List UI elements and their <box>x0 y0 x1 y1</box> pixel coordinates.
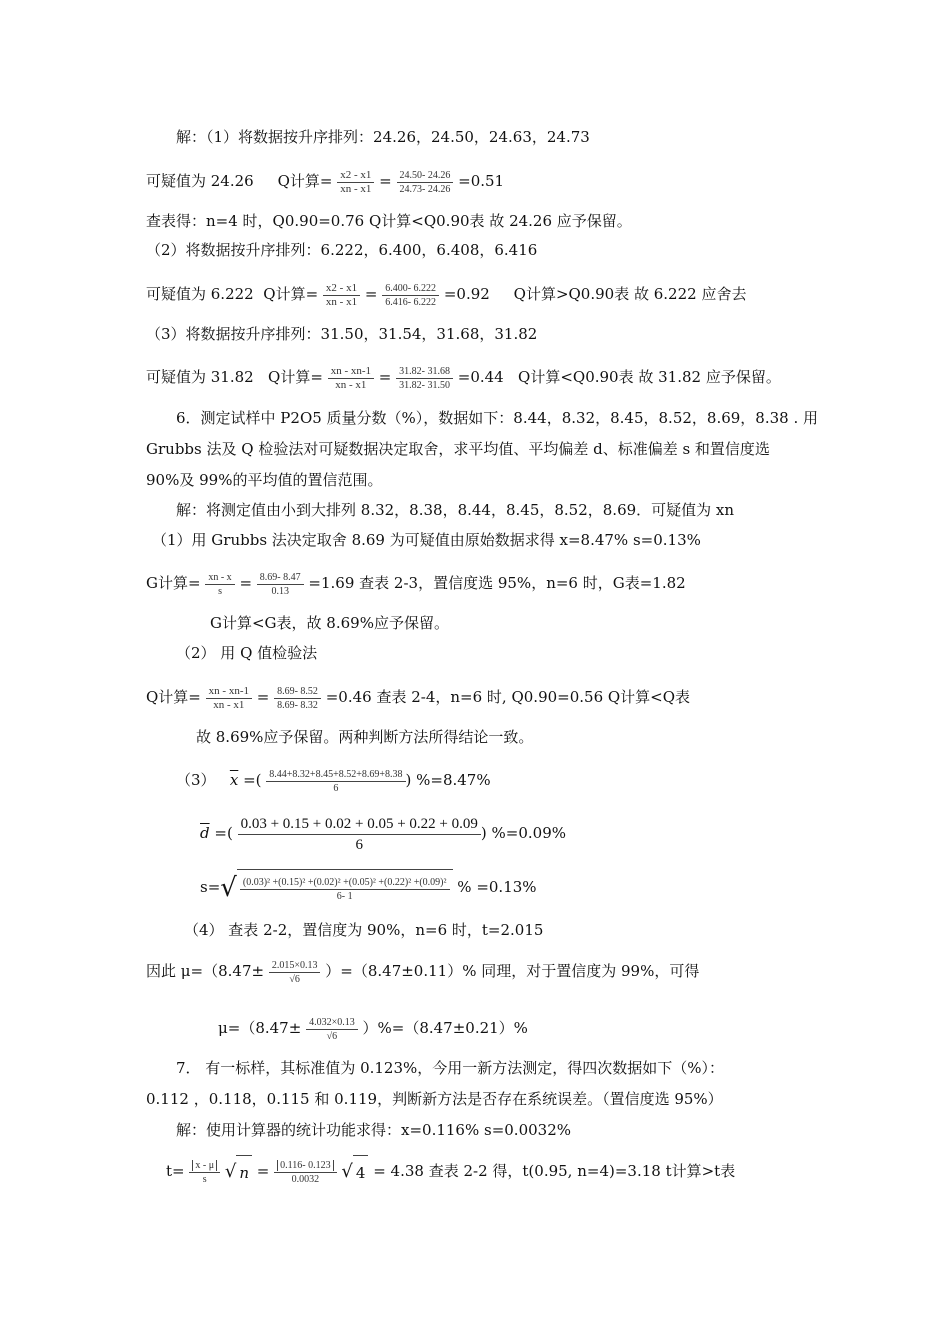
text-line: 解：（1）将数据按升序排列：24.26，24.50，24.63，24.73 <box>176 128 590 146</box>
result: =0.92 <box>443 285 490 303</box>
formula-line <box>146 955 699 987</box>
sqrt-icon: √ <box>224 1161 237 1182</box>
formula-line: t= $\frac{x - \mu}{s}$ √ n = $\frac{0.116- 0.123}{0.0032}$ √ 4 = 4.38 查表 2-2 得，t(0.95, n=4)=3.18 t计算>t表 <box>166 1154 735 1188</box>
text: Q计算>Q0.90表 故 6.222 应舍去 <box>513 285 747 303</box>
fraction: $\frac{x - \mu}{s}$ <box>189 1159 220 1186</box>
fraction: $\frac{xn - x}{s}$ <box>205 571 234 598</box>
text-line: 查表得：n=4 时，Q0.90=0.76 Q计算<Q0.90表 故 24.26 应予保留。 <box>146 212 632 230</box>
sqrt-icon: √ <box>220 873 237 903</box>
result: =0.46 查表 2-4，n=6 时, Q0.90=0.56 Q计算<Q表 <box>325 688 691 706</box>
text-line: 90%及 99%的平均值的置信范围。 <box>146 471 383 489</box>
fraction: $\frac{8.69- 8.52}{8.69- 8.32}$ <box>274 685 321 712</box>
text: 可疑值为 31.82 <box>146 368 254 386</box>
fraction: $\frac{\text{(0.03)² +(0.15)² +(0.02)² +(0.05)² +(0.22)² +(0.09)²}}{6- 1}$ <box>240 876 450 903</box>
s-label: s= <box>200 878 221 896</box>
formula-line: $\overline{d}$ =( $\frac{0.03 + 0.15 + 0.02 + 0.05 + 0.22 + 0.09}{6}$ ) %=0.09% <box>200 815 566 853</box>
result: %=0.09% <box>491 824 566 842</box>
fraction: $\frac{0.03 + 0.15 + 0.02 + 0.05 + 0.22 + 0.09}{6}$ <box>238 814 481 855</box>
fraction: $\frac{x2 - x1}{xn - x1}$ <box>323 282 360 309</box>
fraction: $\frac{24.50- 24.26}{24.73- 24.26}$ <box>397 169 454 196</box>
q-label: Q计算= <box>263 285 319 303</box>
text: 可疑值为 24.26 <box>146 172 254 190</box>
fraction: $\frac{x2 - x1}{xn - x1}$ <box>337 169 374 196</box>
sqrt-icon: √ <box>341 1161 353 1182</box>
formula-line: 可疑值为 24.26 Q计算= $\frac{x2 - x1}{xn - x1}$ = $\frac{24.50- 24.26}{24.73- 24.26}$ =0.51 <box>146 168 505 195</box>
text-line: （2） 用 Q 值检验法 <box>176 644 318 662</box>
text-line: （4） 查表 2-2，置信度为 90%，n=6 时，t=2.015 <box>184 921 544 939</box>
text-line: 解：使用计算器的统计功能求得：x=0.116% s=0.0032% <box>176 1121 571 1139</box>
formula-line <box>218 1012 528 1044</box>
text: Q计算<Q0.90表 故 31.82 应予保留。 <box>518 368 781 386</box>
result: =0.44 <box>457 368 504 386</box>
formula-line: 可疑值为 6.222 Q计算= $\frac{x2 - x1}{xn - x1}$ = $\frac{6.400- 6.222}{6.416- 6.222}$ =0.92 Q计算>Q0.90表 故 6.222 应舍去 <box>146 281 747 308</box>
text: 因此 μ=（8.47± <box>146 962 265 980</box>
t-label: t= <box>166 1162 185 1180</box>
text-line: （1）用 Grubbs 法决定取舍 8.69 为可疑值由原始数据求得 x=8.47% s=0.13% <box>152 531 701 549</box>
q-label: Q计算= <box>277 172 333 190</box>
d-symbol: $\overline{d}$ <box>200 824 210 842</box>
text-line: Grubbs 法及 Q 检验法对可疑数据决定取舍，求平均值、平均偏差 d、标准偏差 s 和置信度选 <box>146 440 770 458</box>
result: % =0.13% <box>457 878 537 896</box>
formula-line: （3） $\overline{x}$ =( $\frac{8.44+8.32+8.45+8.52+8.69+8.38}{6}$ ) %=8.47% <box>176 768 491 794</box>
text: ）%=（8.47±0.21）% <box>362 1019 528 1037</box>
fraction: $\frac{0.116- 0.123}{0.0032}$ <box>274 1159 336 1186</box>
formula-line: Q计算= $\frac{xn - xn-1}{xn - x1}$ = $\frac{8.69- 8.52}{8.69- 8.32}$ =0.46 查表 2-4，n=6 时, Q0.90=0.56 Q计算<Q表 <box>146 684 691 711</box>
text-line: 解：将测定值由小到大排列 8.32，8.38，8.44，8.45，8.52，8.69．可疑值为 xn <box>176 501 735 519</box>
g-label: G计算= <box>146 574 201 592</box>
fraction: $\frac{xn - xn-1}{xn - x1}$ <box>328 365 374 392</box>
fraction: $\frac{2.015\times 0.13}{√6}$ <box>269 959 321 986</box>
formula-line: 可疑值为 31.82 Q计算= $\frac{xn - xn-1}{xn - x1}$ = $\frac{31.82- 31.68}{31.82- 31.50}$ =0.44 Q计算<Q0.90表 故 31.82 应予保留。 <box>146 364 781 391</box>
result: =0.51 <box>458 172 505 190</box>
text: μ=（8.47± <box>218 1019 302 1037</box>
fraction: $\frac{8.44+8.32+8.45+8.52+8.69+8.38}{6}$ <box>266 768 405 795</box>
fraction: $\frac{31.82- 31.68}{31.82- 31.50}$ <box>396 365 453 392</box>
result: = 4.38 查表 2-2 得，t(0.95, n=4)=3.18 t计算>t表 <box>373 1162 736 1180</box>
text-line: 故 8.69%应予保留。两种判断方法所得结论一致。 <box>196 728 534 746</box>
text-line: 7． 有一标样，其标准值为 0.123%，今用一新方法测定，得四次数据如下（%）： <box>176 1059 725 1077</box>
text-line: G计算<G表，故 8.69%应予保留。 <box>210 614 449 632</box>
text-line: 0.112 ，0.118，0.115 和 0.119，判断新方法是否存在系统误差。（置信度选 95%） <box>146 1090 723 1108</box>
text-line: （2）将数据按升序排列：6.222，6.400，6.408，6.416 <box>146 241 538 259</box>
fraction: $\frac{6.400- 6.222}{6.416- 6.222}$ <box>382 282 439 309</box>
formula-line: G计算= $\frac{xn - x}{s}$ = $\frac{8.69- 8.47}{0.13}$ =1.69 查表 2-3，置信度选 95%，n=6 时，G表=1.82 <box>146 571 686 597</box>
result: %=8.47% <box>416 771 491 789</box>
fraction: $\frac{xn - xn-1}{xn - x1}$ <box>206 685 252 712</box>
result: =1.69 查表 2-3，置信度选 95%，n=6 时，G表=1.82 <box>308 574 686 592</box>
text-line: 6．测定试样中 P2O5 质量分数（%），数据如下：8.44，8.32，8.45，8.52，8.69，8.38 . 用 <box>176 409 819 427</box>
formula-line <box>200 868 537 906</box>
mean-symbol: $\overline{x}$ <box>229 771 239 789</box>
fraction: $\frac{8.69- 8.47}{0.13}$ <box>257 571 304 598</box>
label: （3） <box>176 771 216 789</box>
fraction: $\frac{4.032\times 0.13}{√6}$ <box>306 1016 358 1043</box>
text: 可疑值为 6.222 <box>146 285 254 303</box>
q-label: Q计算= <box>146 688 201 706</box>
text-line: （3）将数据按升序排列：31.50，31.54，31.68，31.82 <box>146 325 538 343</box>
q-label: Q计算= <box>268 368 323 386</box>
text: ）=（8.47±0.11）% 同理，对于置信度为 99%，可得 <box>325 962 700 980</box>
